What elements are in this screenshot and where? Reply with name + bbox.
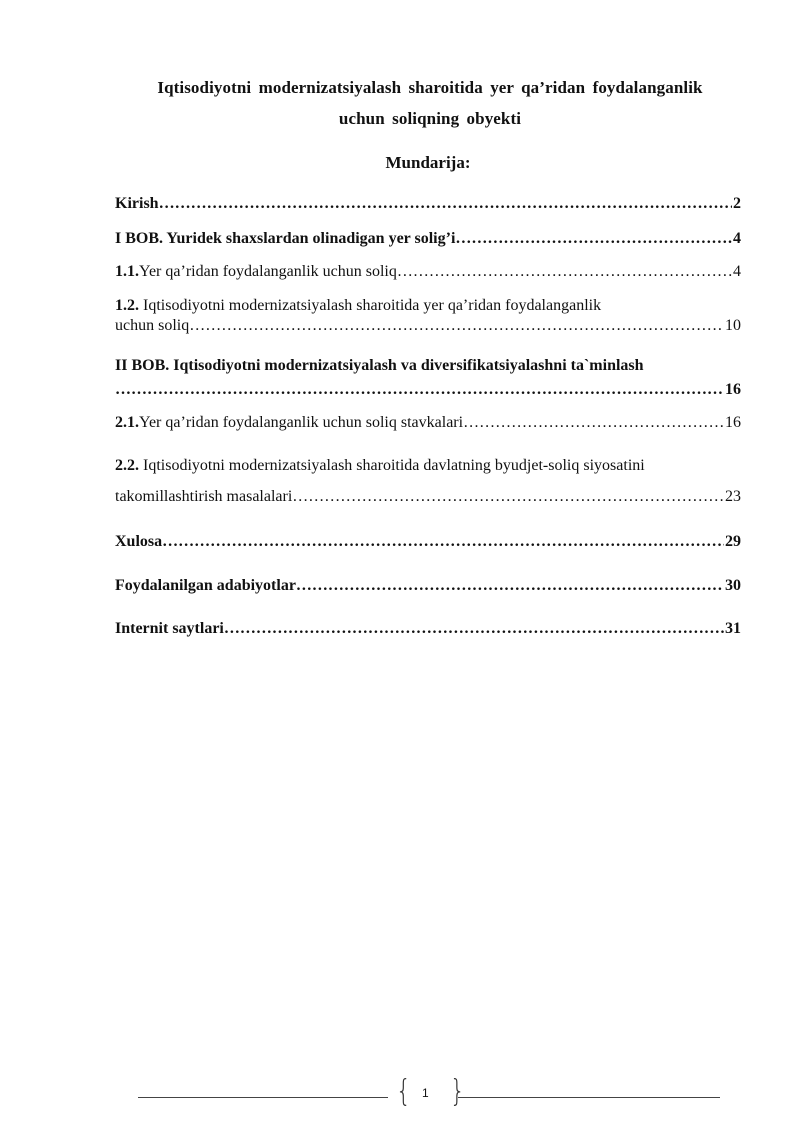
right-brace-icon: } [449,1074,466,1109]
page-footer [138,1072,718,1112]
section-number: 2.1. [115,414,139,431]
toc-entry-2-2[interactable] [115,457,741,506]
section-number: 1.1. [115,263,139,280]
section-number: 2.2. [115,457,139,474]
toc-page-number: 31 [725,620,741,637]
dot-leader [115,381,724,399]
toc-page-number: 2 [733,195,741,212]
toc-entry-label: Internit saytlari [115,620,224,637]
dot-leader [292,488,724,506]
toc-page-number: 10 [725,317,741,334]
toc-page-number: 4 [733,230,741,247]
toc-page-number: 16 [725,381,741,398]
toc-entry-label: Foydalanilgan adabiyotlar [115,577,296,594]
toc-page-number: 16 [725,414,741,431]
toc-entry-xulosa[interactable] [115,533,741,551]
toc-entry-label-continued: takomillashtirish masalalari [115,488,293,505]
toc-entry-adabiyotlar[interactable] [115,577,741,595]
dot-leader [455,230,732,248]
toc-entry-label: II BOB. Iqtisodiyotni modernizatsiyalash va diversifikatsiyalashni ta`minlash [115,357,644,374]
title-line-2: uchun soliqning obyekti [338,109,522,128]
toc-page-number: 29 [725,533,741,550]
toc-entry-label: I BOB. Yuridek shaxslardan olinadigan yer solig’i [115,230,456,247]
dot-leader [463,414,724,432]
dot-leader [159,195,732,213]
dot-leader [224,620,724,638]
toc-entry-2-1[interactable] [115,414,741,432]
toc-entry-bob-2[interactable] [115,357,741,399]
toc-entry-1-1[interactable] [115,263,741,281]
toc-page-number: 30 [725,577,741,594]
footer-rule-left [138,1097,388,1098]
toc-heading: Mundarija: [385,153,471,172]
toc-entry-kirish[interactable] [115,195,741,213]
toc-page-number: 4 [733,263,741,280]
toc-page-number: 23 [725,488,741,505]
dot-leader [296,577,724,595]
dot-leader [162,533,724,551]
toc-entry-label: Yer qa’ridan foydalanganlik uchun soliq [139,263,397,280]
document-title [100,72,760,134]
left-brace-icon: { [395,1074,412,1109]
section-number: 1.2. [115,297,139,314]
toc-entry-label: Xulosa [115,533,163,550]
toc-entry-label: Iqtisodiyotni modernizatsiyalash sharoitida davlatning byudjet-soliq siyosatini [139,457,645,474]
title-line-1: Iqtisodiyotni modernizatsiyalash sharoitida yer qa’ridan foydalanganlik [157,78,703,97]
toc-entry-label: Kirish [115,195,159,212]
toc-entry-label: Yer qa’ridan foydalanganlik uchun soliq stavkalari [139,414,464,431]
toc-entry-bob-1[interactable] [115,230,741,248]
dot-leader [189,317,724,335]
dot-leader [397,263,732,281]
footer-rule-right [458,1097,720,1098]
toc-entry-label-continued: uchun soliq [115,317,190,334]
page-number: 1 [422,1086,429,1100]
toc-entry-1-2[interactable] [115,297,741,335]
toc-entry-label: Iqtisodiyotni modernizatsiyalash sharoitida yer qa’ridan foydalanganlik [139,297,602,314]
toc-entry-internet[interactable] [115,620,741,638]
